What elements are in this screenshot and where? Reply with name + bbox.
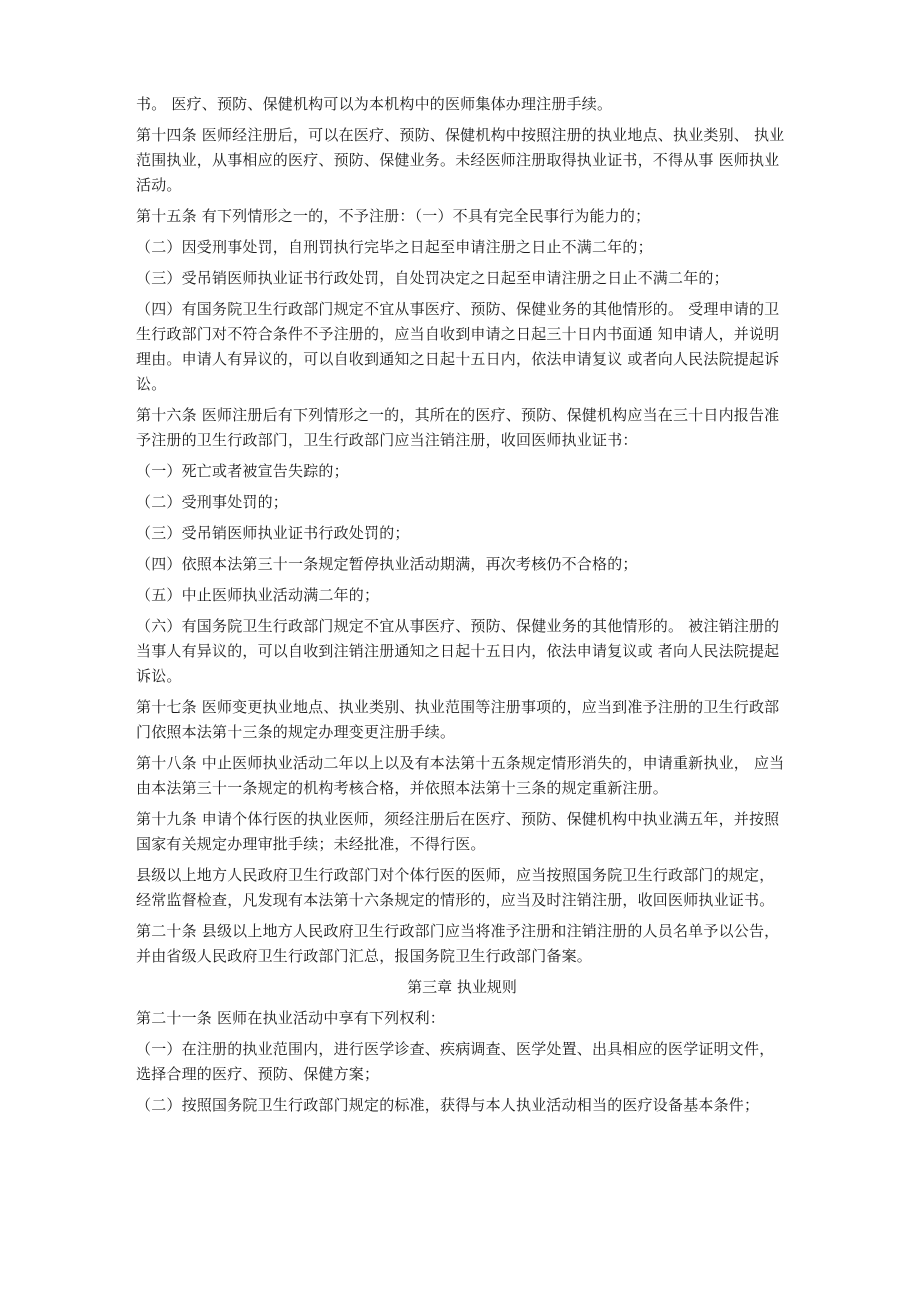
list-item: （三）受吊销医师执业证书行政处罚，自处罚决定之日起至申请注册之日止不满二年的； [136,269,729,287]
list-item: （四）依照本法第三十一条规定暂停执业活动期满，再次考核仍不合格的； [136,555,638,573]
article-16: 第十六条 医师注册后有下列情形之一的，其所在的医疗、预防、保健机构应当在三十日内报告准予注册的卫生行政部门，卫生行政部门应当注销注册，收回医师执业证书： [136,406,780,449]
list-item: （三）受吊销医师执业证书行政处罚的； [136,524,410,542]
document-page [136,92,788,1124]
article-21: 第二十一条 医师在执业活动中享有下列权利： [136,1009,445,1027]
chapter-heading: 第三章 执业规则 [407,978,517,996]
list-item: （二）受刑事处罚的； [136,493,289,511]
list-item: （四）有国务院卫生行政部门规定不宜从事医疗、预防、保健业务的其他情形的。 受理申请的卫生行政部门对不符合条件不予注册的，应当自收到申请之日起三十日内书面通 知申请人，并说明理由。申请人有异议的，可以自收到通知之日起十五日内，依法申请复议 或者向人民法院提起诉讼。 [136,300,780,393]
list-item: （一）在注册的执业范围内，进行医学诊查、疾病调查、医学处置、出具相应的医学证明文件，选择合理的医疗、预防、保健方案； [136,1040,775,1083]
list-item: （五）中止医师执业活动满二年的； [136,586,380,604]
paragraph: 县级以上地方人民政府卫生行政部门对个体行医的医师，应当按照国务院卫生行政部门的规定，经常监督检查，凡发现有本法第十六条规定的情形的，应当及时注销注册，收回医师执业证书。 [136,866,775,909]
list-item: （一）死亡或者被宣告失踪的； [136,462,349,480]
list-item: （六）有国务院卫生行政部门规定不宜从事医疗、预防、保健业务的其他情形的。 被注销注册的当事人有异议的，可以自收到注销注册通知之日起十五日内，依法申请复议或 者向人民法院提起诉讼。 [136,617,780,685]
article-18: 第十八条 中止医师执业活动二年以上以及有本法第十五条规定情形消失的，申请重新执业， 应当由本法第三十一条规定的机构考核合格，并依照本法第十三条的规定重新注册。 [136,754,785,797]
article-17: 第十七条 医师变更执业地点、执业类别、执业范围等注册事项的，应当到准予注册的卫生行政部门依照本法第十三条的规定办理变更注册手续。 [136,698,780,741]
paragraph: 书。 医疗、预防、保健机构可以为本机构中的医师集体办理注册手续。 [136,95,613,113]
article-20: 第二十条 县级以上地方人民政府卫生行政部门应当将准予注册和注销注册的人员名单予以公告，并由省级人民政府卫生行政部门汇总，报国务院卫生行政部门备案。 [136,922,780,965]
list-item: （二）因受刑事处罚，自刑罚执行完毕之日起至申请注册之日止不满二年的； [136,238,653,256]
article-15: 第十五条 有下列情形之一的，不予注册：（一）不具有完全民事行为能力的； [136,207,651,225]
article-19: 第十九条 申请个体行医的执业医师，须经注册后在医疗、预防、保健机构中执业满五年，并按照国家有关规定办理审批手续；未经批准，不得行医。 [136,810,780,853]
article-14: 第十四条 医师经注册后，可以在医疗、预防、保健机构中按照注册的执业地点、执业类别、 执业范围执业，从事相应的医疗、预防、保健业务。未经医师注册取得执业证书，不得从事 医师执业活动。 [136,126,785,194]
list-item: （二）按照国务院卫生行政部门规定的标准，获得与本人执业活动相当的医疗设备基本条件； [136,1096,760,1114]
